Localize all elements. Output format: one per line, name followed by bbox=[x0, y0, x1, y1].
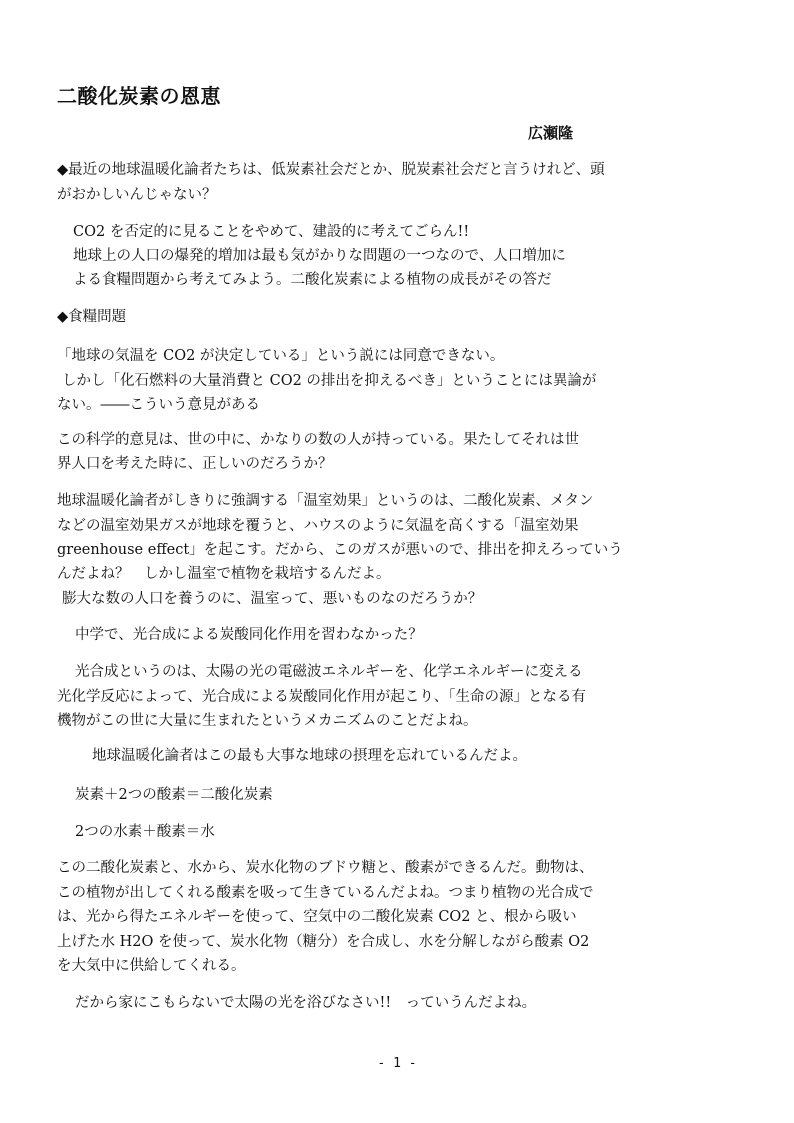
body-line: 光化学反応によって、光合成による炭酸同化作用が起こり、「生命の源」となる有 bbox=[57, 689, 586, 705]
body-line: 機物がこの世に大量に生まれたというメカニズムのことだよね。 bbox=[57, 713, 478, 729]
body-line: ない。――こういう意見がある bbox=[57, 397, 260, 413]
body-line: しかし「化石燃料の大量消費と CO2 の排出を抑えるべき」ということには異論が bbox=[62, 373, 597, 389]
body-line: は、光から得たエネルギーを使って、空気中の二酸化炭素 CO2 と、根から吸い bbox=[57, 909, 577, 925]
formula-line: 2つの水素＋酸素＝水 bbox=[75, 824, 215, 840]
body-line: だから家にこもらないで太陽の光を浴びなさい!! っていうんだよね。 bbox=[75, 995, 537, 1011]
document-title: 二酸化炭素の恩恵 bbox=[57, 84, 221, 108]
body-line: 光合成というのは、太陽の光の電磁波エネルギーを、化学エネルギーに変える bbox=[75, 664, 583, 680]
body-line: 地球温暖化論者はこの最も大事な地球の摂理を忘れているんだよ。 bbox=[92, 748, 527, 764]
body-line: よる食糧問題から考えてみよう。二酸化炭素による植物の成長がその答だ bbox=[73, 272, 552, 288]
author-name: 広瀬隆 bbox=[528, 124, 574, 142]
body-line: んだよね？ しかし温室で植物を栽培するんだよ。 bbox=[57, 566, 391, 582]
body-line: 界人口を考えた時に、正しいのだろうか？ bbox=[57, 456, 333, 472]
body-line: 「地球の気温を CO2 が決定している」という説には同意できない。 bbox=[57, 348, 505, 364]
body-line: CO2 を否定的に見ることをやめて、建設的に考えてごらん!! bbox=[73, 224, 470, 240]
body-line: などの温室効果ガスが地球を覆うと、ハウスのように気温を高くする「温室効果 bbox=[57, 518, 579, 534]
body-line: 膨大な数の人口を養うのに、温室って、悪いものなのだろうか？ bbox=[62, 591, 483, 607]
body-line: 上げた水 H2O を使って、炭水化物（糖分）を合成し、水を分解しながら酸素 O2 bbox=[57, 934, 590, 950]
body-line: この植物が出してくれる酸素を吸って生きているんだよね。つまり植物の光合成で bbox=[57, 885, 594, 901]
body-line: を大気中に供給してくれる。 bbox=[57, 958, 246, 974]
formula-line: 炭素＋2つの酸素＝二酸化炭素 bbox=[75, 787, 273, 803]
body-line: 地球上の人口の爆発的増加は最も気がかりな問題の一つなので、人口増加に bbox=[73, 248, 566, 264]
body-line: ◆最近の地球温暖化論者たちは、低炭素社会だとか、脱炭素社会だと言うけれど、頭 bbox=[57, 162, 605, 178]
body-line: この科学的意見は、世の中に、かなりの数の人が持っている。果たしてそれは世 bbox=[57, 432, 579, 448]
body-line: 中学で、光合成による炭酸同化作用を習わなかった？ bbox=[75, 627, 423, 643]
page-number: - 1 - bbox=[377, 1056, 417, 1071]
body-line: greenhouse effect」を起こす。だから、このガスが悪いので、排出を抑えろっていう bbox=[57, 542, 623, 558]
body-line: 地球温暖化論者がしきりに強調する「温室効果」というのは、二酸化炭素、メタン bbox=[57, 493, 594, 509]
body-line: この二酸化炭素と、水から、炭水化物のブドウ糖と、酸素ができるんだ。動物は、 bbox=[57, 860, 594, 876]
section-heading: ◆食糧問題 bbox=[57, 309, 127, 325]
body-line: がおかしいんじゃない？ bbox=[57, 187, 217, 203]
